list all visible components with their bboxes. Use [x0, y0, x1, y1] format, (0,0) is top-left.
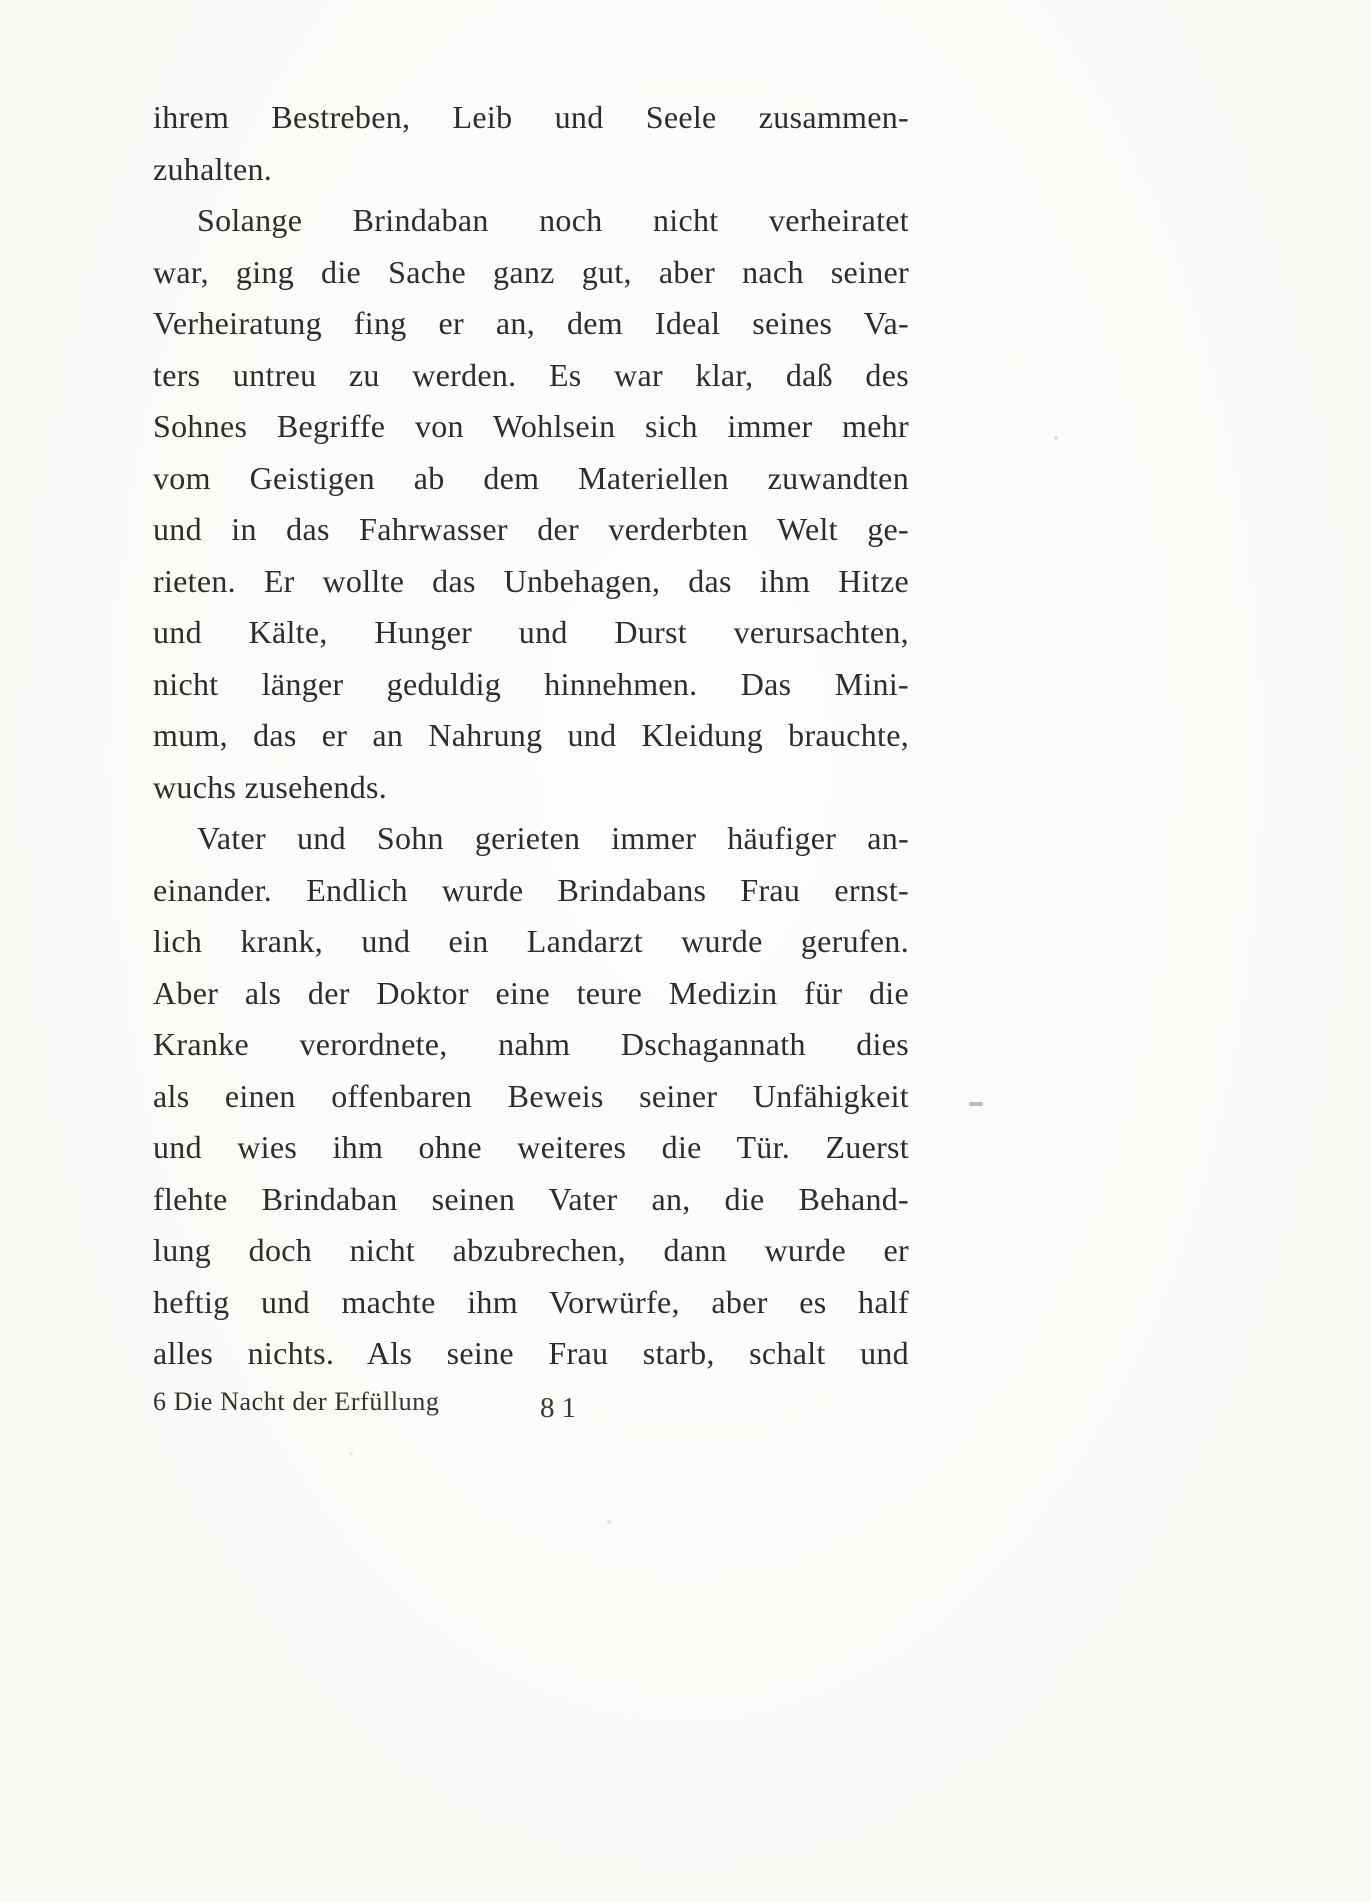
- text-line: lich krank, und ein Landarzt wurde gerufen.: [153, 923, 909, 959]
- text-line: zuhalten.: [153, 150, 273, 187]
- text-line: Solange Brindaban noch nicht verheiratet: [197, 202, 909, 238]
- scan-speck: [350, 1452, 353, 1455]
- text-line: als einen offenbaren Beweis seiner Unfähigkeit: [153, 1077, 909, 1114]
- text-line: ihrem Bestreben, Leib und Seele zusammen-: [153, 99, 909, 135]
- text-line: vom Geistigen ab dem Materiellen zuwandten: [153, 459, 909, 496]
- text-line: rieten. Er wollte das Unbehagen, das ihm Hitze: [153, 562, 909, 599]
- text-line: ters untreu zu werden. Es war klar, daß des: [153, 356, 909, 393]
- text-line: und wies ihm ohne weiteres die Tür. Zuerst: [153, 1129, 909, 1165]
- text-line: Vater und Sohn gerieten immer häufiger an-: [197, 820, 909, 856]
- text-line: nicht länger geduldig hinnehmen. Das Mini-: [153, 665, 909, 702]
- text-line: flehte Brindaban seinen Vater an, die Behand-: [153, 1180, 909, 1217]
- text-line: Sohnes Begriffe von Wohlsein sich immer mehr: [153, 408, 909, 444]
- scan-speck: [969, 1102, 983, 1106]
- page-text-block: [153, 92, 909, 1380]
- text-line: Aber als der Doktor eine teure Medizin für die: [153, 974, 909, 1011]
- text-line: heftig und machte ihm Vorwürfe, aber es half: [153, 1283, 909, 1320]
- text-line: und Kälte, Hunger und Durst verursachten,: [153, 614, 909, 650]
- footer-signature: 6 Die Nacht der Erfüllung: [153, 1387, 440, 1416]
- footer-page-number: 81: [540, 1392, 583, 1424]
- text-line: und in das Fahrwasser der verderbten Welt ge-: [153, 511, 909, 547]
- text-line: war, ging die Sache ganz gut, aber nach seiner: [153, 253, 909, 290]
- text-line: lung doch nicht abzubrechen, dann wurde er: [153, 1232, 909, 1268]
- text-line: alles nichts. Als seine Frau starb, schalt und: [153, 1335, 909, 1371]
- text-line: mum, das er an Nahrung und Kleidung brauchte,: [153, 717, 909, 753]
- text-line: Verheiratung fing er an, dem Ideal seines Va-: [153, 305, 909, 341]
- scan-speck: [607, 1520, 611, 1524]
- text-line: wuchs zusehends.: [153, 768, 388, 805]
- text-line: Kranke verordnete, nahm Dschagannath dies: [153, 1026, 909, 1062]
- text-line: einander. Endlich wurde Brindabans Frau ernst-: [153, 871, 909, 908]
- scan-speck: [1054, 436, 1058, 440]
